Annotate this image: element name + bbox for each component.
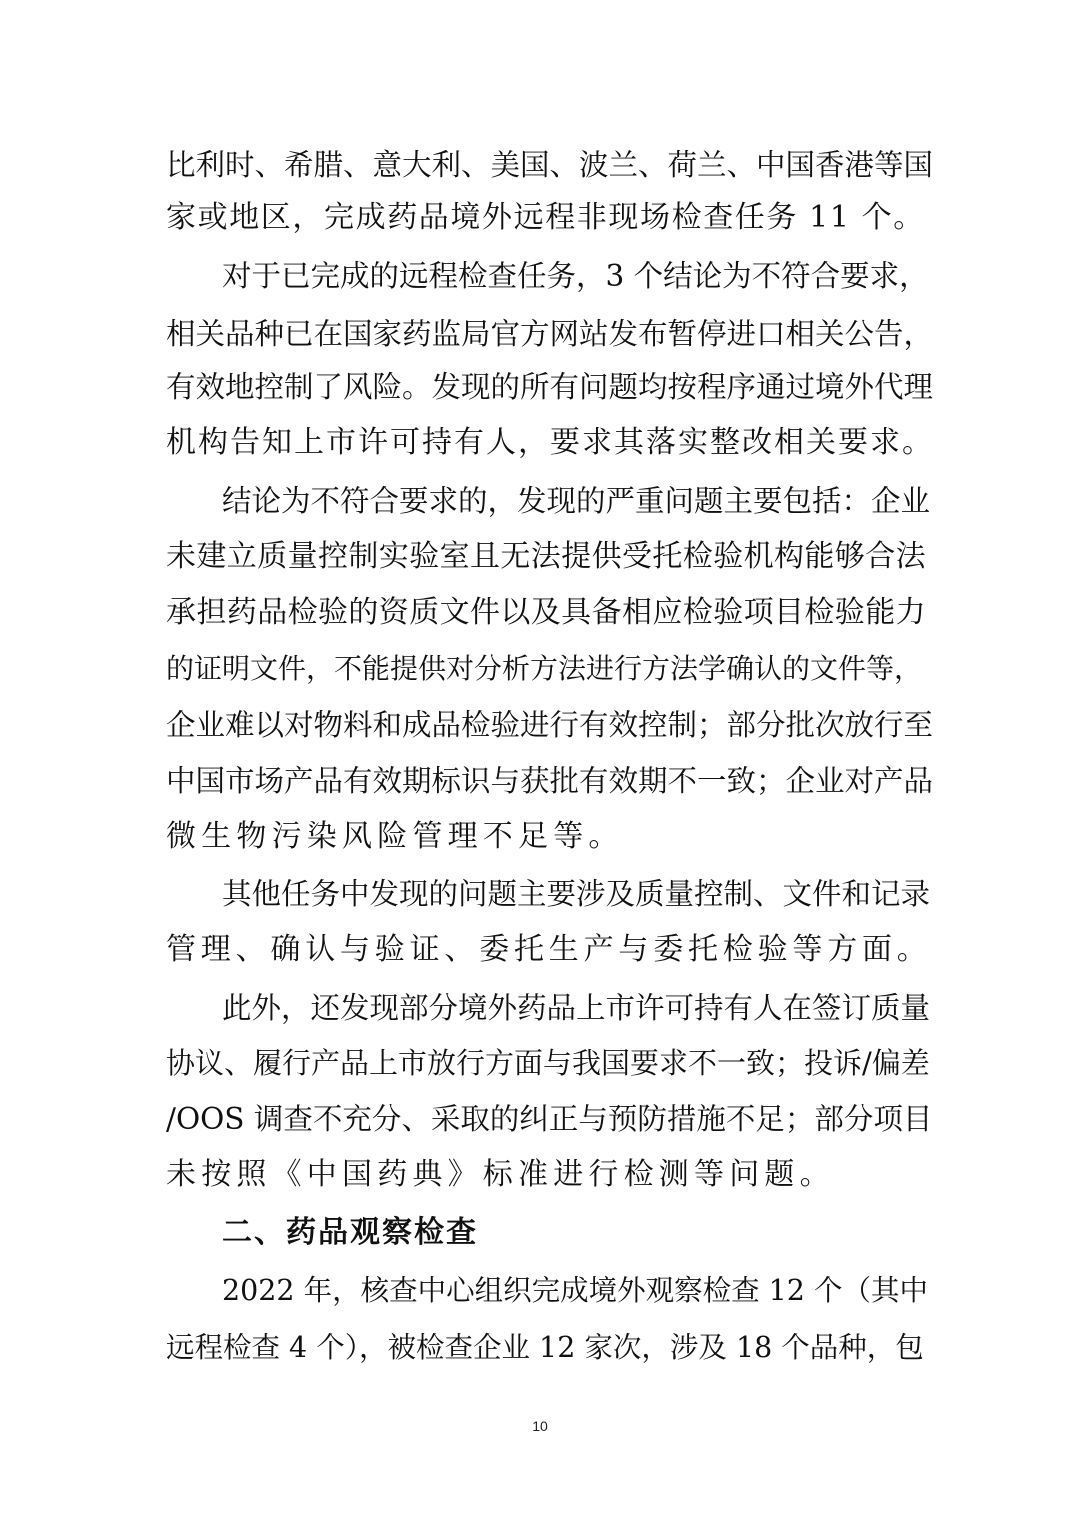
paragraph-3-line-3: 承担药品检验的资质文件以及具备相应检验项目检验能力 <box>166 595 926 630</box>
paragraph-5-line-2: 协议、履行产品上市放行方面与我国要求不一致；投诉/偏差 <box>166 1046 930 1080</box>
paragraph-2-line-2: 相关品种已在国家药监局官方网站发布暂停进口相关公告， <box>166 317 934 351</box>
paragraph-5-line-1: 此外，还发现部分境外药品上市许可持有人在签订质量 <box>222 991 931 1025</box>
paragraph-6-line-2: 远程检查 4 个），被检查企业 12 家次，涉及 18 个品种，包 <box>166 1331 924 1364</box>
paragraph-3-line-2: 未建立质量控制实验室且无法提供受托检验机构能够合法 <box>166 539 926 574</box>
paragraph-1-line-1: 比利时、希腊、意大利、美国、波兰、荷兰、中国香港等国 <box>166 148 934 182</box>
paragraph-3-line-5: 企业难以对物料和成品检验进行有效控制；部分批次放行至 <box>166 708 934 742</box>
paragraph-4-line-2: 管理、确认与验证、委托生产与委托检验等方面。 <box>166 932 932 967</box>
section-heading: 二、药品观察检查 <box>222 1215 478 1250</box>
paragraph-3-line-6: 中国市场产品有效期标识与获批有效期不一致；企业对产品 <box>166 764 934 798</box>
paragraph-3-line-1: 结论为不符合要求的，发现的严重问题主要包括：企业 <box>222 484 931 518</box>
paragraph-3-line-7: 微生物污染风险管理不足等。 <box>166 819 624 854</box>
paragraph-5-line-3: /OOS 调查不充分、采取的纠正与预防措施不足；部分项目 <box>166 1102 933 1136</box>
paragraph-2-line-1: 对于已完成的远程检查任务，3 个结论为不符合要求， <box>222 259 929 293</box>
paragraph-6-line-1: 2022 年，核查中心组织完成境外观察检查 12 个（其中 <box>222 1274 928 1307</box>
paragraph-1-line-2: 家或地区，完成药品境外远程非现场检查任务 11 个。 <box>166 200 925 235</box>
paragraph-2-line-4: 机构告知上市许可持有人，要求其落实整改相关要求。 <box>166 425 934 460</box>
paragraph-2-line-3: 有效地控制了风险。发现的所有问题均按程序通过境外代理 <box>166 370 934 404</box>
page-number: 10 <box>532 1418 548 1434</box>
paragraph-4-line-1: 其他任务中发现的问题主要涉及质量控制、文件和记录 <box>222 877 931 911</box>
paragraph-3-line-4: 的证明文件，不能提供对分析方法进行方法学确认的文件等， <box>166 652 923 685</box>
paragraph-5-line-4: 未按照《中国药典》标准进行检测等问题。 <box>166 1157 835 1192</box>
